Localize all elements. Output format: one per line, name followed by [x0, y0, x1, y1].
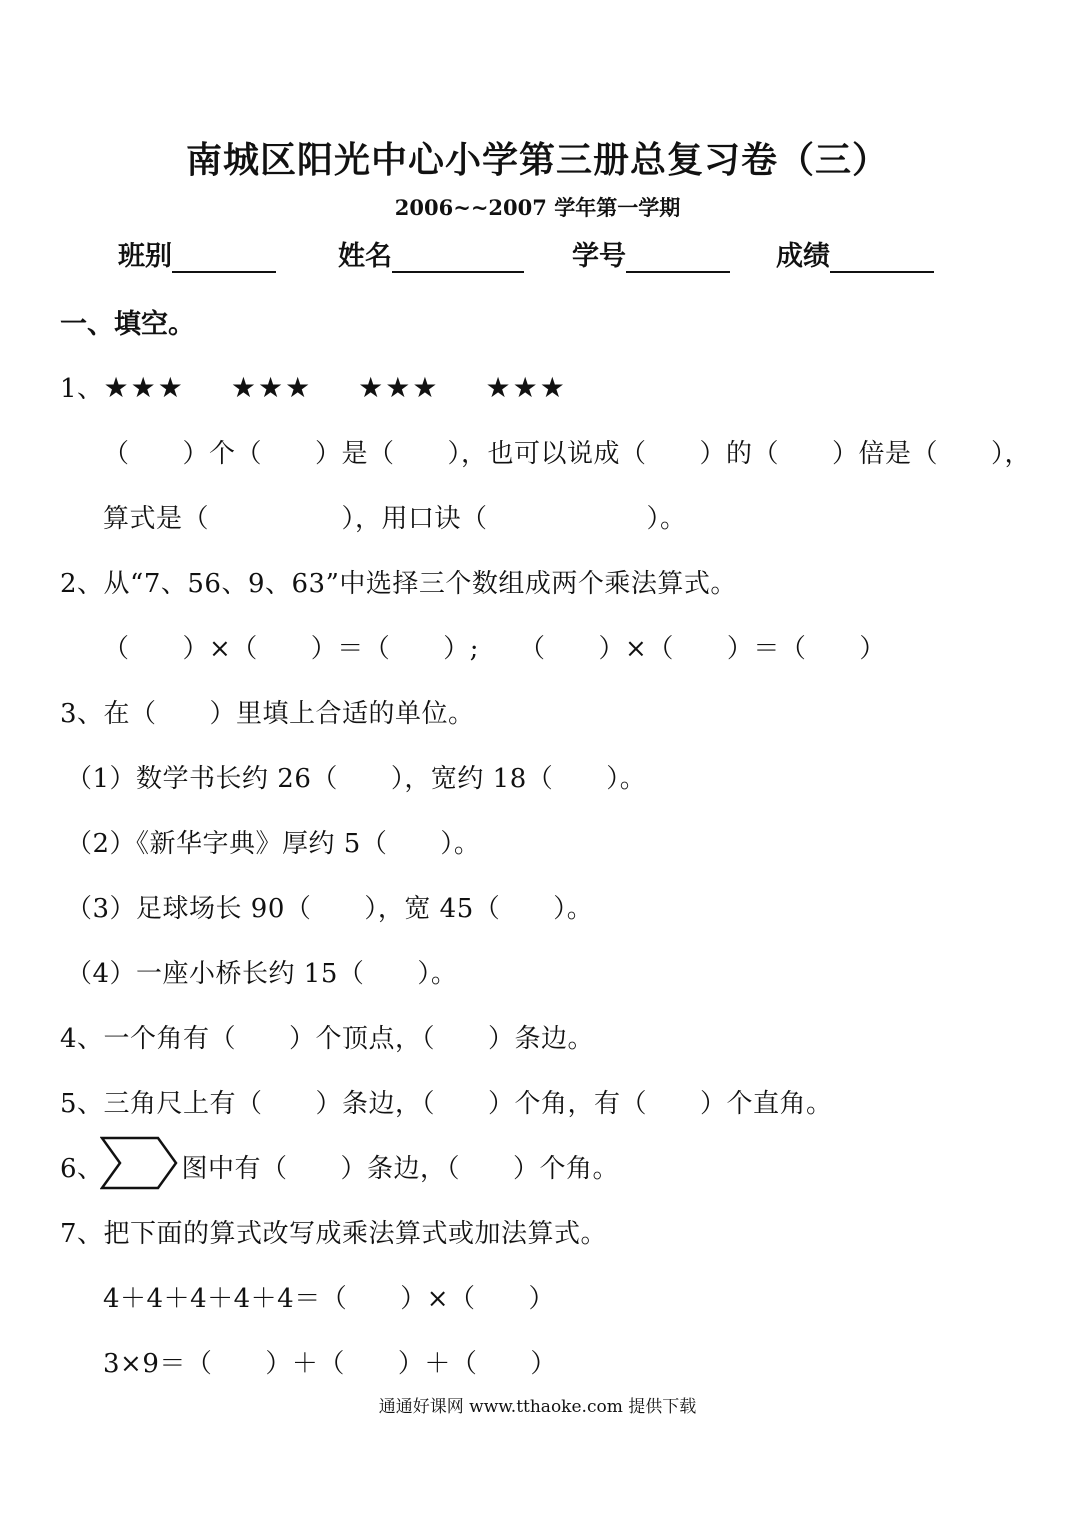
question-1-stars — [60, 368, 613, 405]
question-4: 4、一个角有（ ）个顶点，（ ）条边。 — [60, 1024, 595, 1054]
question-number: 1、 — [60, 374, 104, 404]
section-heading: 一、填空。 — [60, 309, 195, 340]
question-7-line-2: 3×9＝（ ）＋（ ）＋（ ） — [103, 1349, 557, 1379]
question-6-text: 图中有（ ）条边，（ ）个角。 — [181, 1154, 620, 1184]
question-3-item-3: （3）足球场长 90（ ），宽 45（ ）。 — [66, 894, 594, 924]
score-field — [776, 234, 934, 273]
question-number: 6、 — [60, 1154, 104, 1184]
id-field — [572, 234, 730, 273]
chevron-shape-icon — [100, 1136, 180, 1190]
star-group: ★★★ — [230, 371, 313, 404]
question-3-item-1: （1）数学书长约 26（ ），宽约 18（ ）。 — [66, 764, 647, 794]
question-2-answer-line: （ ）×（ ）＝（ ）; （ ）×（ ）＝（ ） — [103, 634, 886, 664]
question-6 — [60, 1148, 619, 1190]
id-label: 学号 — [572, 241, 626, 272]
star-group: ★★★ — [485, 371, 567, 404]
name-label: 姓名 — [338, 241, 392, 272]
question-3-item-2: （2）《新华字典》厚约 5（ ）。 — [66, 829, 481, 859]
class-label: 班别 — [118, 241, 172, 272]
question-5: 5、三角尺上有（ ）条边，（ ）个角，有（ ）个直角。 — [60, 1089, 833, 1119]
question-1-line-2: 算式是（ ），用口诀（ ）。 — [103, 504, 687, 534]
name-field — [338, 234, 524, 273]
score-label: 成绩 — [776, 241, 830, 272]
question-3: 3、在（ ）里填上合适的单位。 — [60, 699, 475, 729]
school-term: 2006~~2007 学年第一学期 — [394, 195, 681, 220]
question-7-line-1: 4＋4＋4＋4＋4＝（ ）×（ ） — [103, 1284, 555, 1314]
footer-credit: 通通好课网 www.tthaoke.com 提供下载 — [378, 1397, 697, 1417]
class-field — [118, 234, 276, 273]
question-3-item-4: （4）一座小桥长约 15（ ）。 — [66, 959, 458, 989]
question-7: 7、把下面的算式改写成乘法算式或加法算式。 — [60, 1219, 608, 1249]
question-2: 2、从“7、56、9、63”中选择三个数组成两个乘法算式。 — [60, 569, 737, 599]
class-blank[interactable] — [172, 241, 276, 273]
star-group: ★★★ — [358, 371, 440, 404]
star-group: ★★★ — [103, 371, 185, 404]
score-blank[interactable] — [830, 241, 934, 273]
page-title: 南城区阳光中心小学第三册总复习卷（三） — [185, 139, 889, 181]
question-1-line-1: （ ）个（ ）是（ ），也可以说成（ ）的（ ）倍是（ ）， — [103, 439, 1032, 469]
id-blank[interactable] — [626, 241, 730, 273]
name-blank[interactable] — [392, 241, 524, 273]
